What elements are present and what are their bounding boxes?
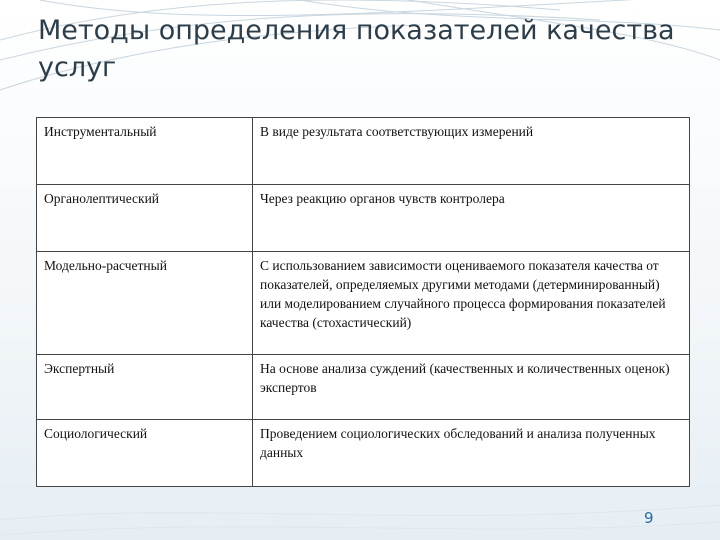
method-name-cell: Органолептический (37, 185, 253, 252)
table-row (37, 118, 690, 185)
slide-title: Методы определения показателей качества услуг (38, 15, 675, 83)
table-row (37, 420, 690, 487)
method-description-cell: Проведением социологических обследований и анализа полученных данных (253, 420, 690, 487)
method-description-cell: Через реакцию органов чувств контролера (253, 185, 690, 252)
method-name-cell: Социологический (37, 420, 253, 487)
method-name-cell: Экспертный (37, 355, 253, 420)
method-name-cell: Модельно-расчетный (37, 252, 253, 355)
table-row (37, 355, 690, 420)
page-number: 9 (644, 509, 654, 527)
methods-table (36, 117, 690, 487)
table-row (37, 252, 690, 355)
method-name-cell: Инструментальный (37, 118, 253, 185)
method-description-cell: На основе анализа суждений (качественных и количественных оценок) экспертов (253, 355, 690, 420)
method-description-cell: С использованием зависимости оцениваемого показателя качества от показателей, определяемых другими методами (детерминированный) или моделированием случайного процесса формирования показателей качества (стохастический) (253, 252, 690, 355)
table-row (37, 185, 690, 252)
method-description-cell: В виде результата соответствующих измерений (253, 118, 690, 185)
